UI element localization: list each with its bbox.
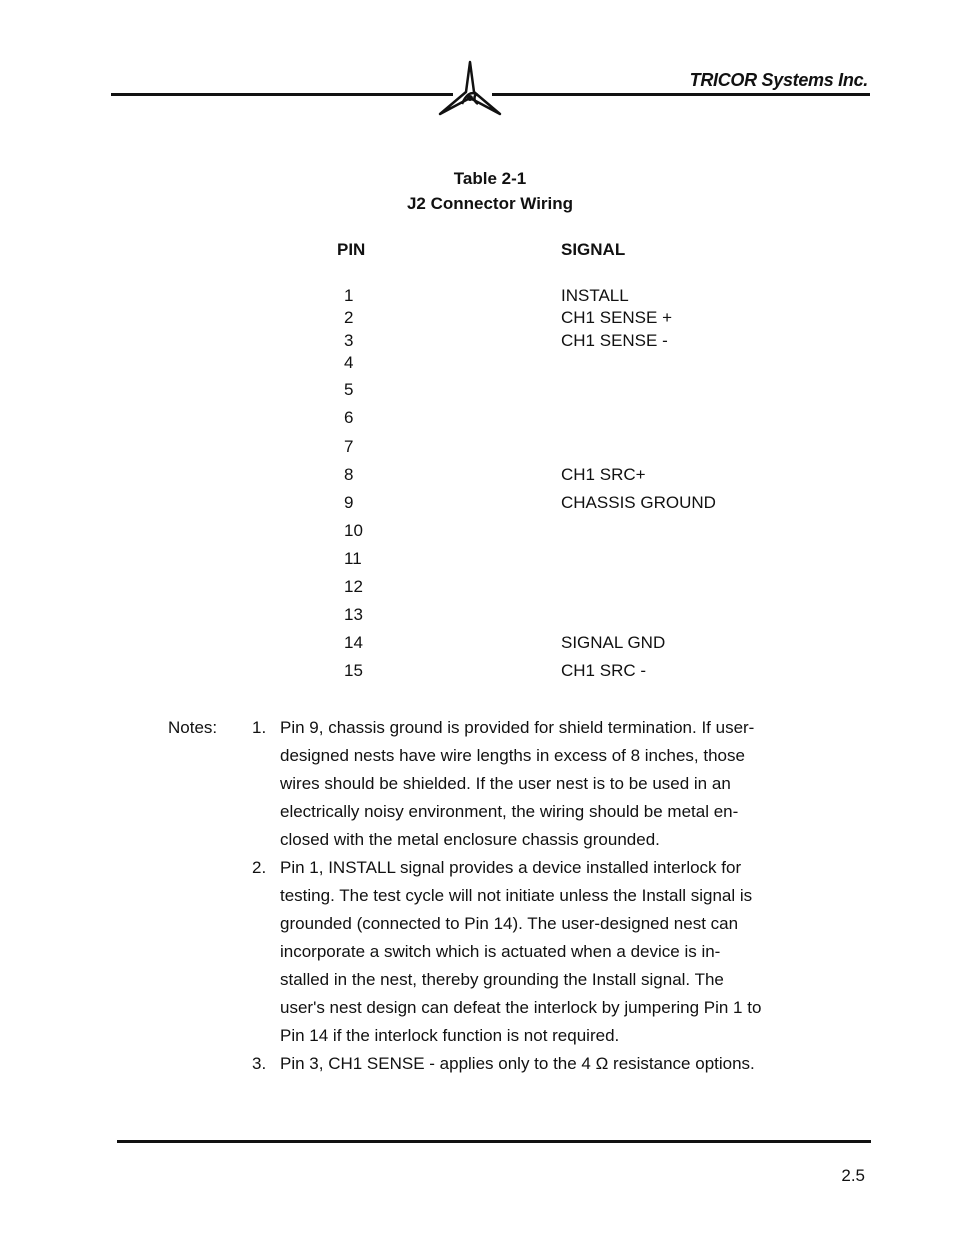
table-number: Table 2-1 <box>453 169 527 188</box>
company-name <box>690 70 868 91</box>
table-row <box>0 380 954 402</box>
table-row <box>0 521 954 543</box>
pin-cell: 9 <box>344 493 354 512</box>
table-row <box>0 437 954 459</box>
pin-column-header: PIN <box>337 240 366 259</box>
pin-cell: 15 <box>344 661 363 680</box>
pin-cell: 5 <box>344 380 354 399</box>
pin-cell: 8 <box>344 465 354 484</box>
table-row <box>0 465 954 487</box>
table-row <box>0 605 954 627</box>
pin-cell: 14 <box>344 633 363 652</box>
pin-cell: 2 <box>344 308 354 327</box>
note-item <box>252 854 812 1050</box>
table-row <box>0 493 954 515</box>
signal-cell: CH1 SENSE + <box>561 308 673 327</box>
page-number: 2.5 <box>841 1166 865 1185</box>
table-row <box>0 286 954 308</box>
table-row <box>0 577 954 599</box>
table-row <box>0 633 954 655</box>
pin-cell: 3 <box>344 331 354 350</box>
note-number: 3. <box>252 1054 267 1073</box>
signal-cell: CH1 SENSE - <box>561 331 668 350</box>
table-row <box>0 308 954 330</box>
note-number: 2. <box>252 858 267 877</box>
table-caption: J2 Connector Wiring <box>406 194 574 213</box>
tricor-logo-icon <box>438 60 502 118</box>
note-item <box>252 1050 812 1078</box>
pin-cell: 11 <box>344 549 362 568</box>
signal-cell: CH1 SRC+ <box>561 465 646 484</box>
note-text: Pin 1, INSTALL signal provides a device installed interlock for testing. The test cycle will not initiate unless the Install signal is grounded (connected to Pin 14). The user-designed nest can incorporate a switch which is actuated when a device is in- stalled in the nest, thereby grounding the Install signal. The user's nest design can defeat the interlock by jumpering Pin 1 to Pin 14 if the interlock function is not required. <box>280 858 762 1045</box>
pin-cell: 10 <box>344 521 363 540</box>
company-brand: TRICOR <box>689 70 757 90</box>
signal-cell: INSTALL <box>561 286 629 305</box>
header-rule-right <box>492 93 870 96</box>
table-row <box>0 408 954 430</box>
table-row <box>0 661 954 683</box>
pin-cell: 7 <box>344 437 354 456</box>
signal-cell: CHASSIS GROUND <box>561 493 716 512</box>
pin-cell: 12 <box>344 577 363 596</box>
note-text: Pin 9, chassis ground is provided for shield termination. If user- designed nests have wire lengths in excess of 8 inches, those wires should be shielded. If the user nest is to be used in an electrically noisy environment, the wiring should be metal en- closed with the metal enclosure chassis grounded. <box>280 718 755 849</box>
table-row <box>0 353 954 375</box>
signal-cell: CH1 SRC - <box>561 661 647 680</box>
signal-cell: SIGNAL GND <box>561 633 666 652</box>
footer-rule <box>117 1140 871 1143</box>
signal-column-header: SIGNAL <box>561 240 626 259</box>
table-title <box>0 166 954 216</box>
notes-label: Notes: <box>168 718 218 737</box>
pin-cell: 1 <box>344 286 354 305</box>
table-row <box>0 549 954 571</box>
table-row <box>0 331 954 353</box>
company-suffix: Systems Inc. <box>756 70 868 90</box>
pin-cell: 6 <box>344 408 354 427</box>
note-text: Pin 3, CH1 SENSE - applies only to the 4 Ω resistance options. <box>280 1054 755 1073</box>
note-item <box>252 714 812 854</box>
pin-cell: 4 <box>344 353 354 372</box>
pin-cell: 13 <box>344 605 363 624</box>
header-rule-left <box>111 93 453 96</box>
note-number: 1. <box>252 718 267 737</box>
